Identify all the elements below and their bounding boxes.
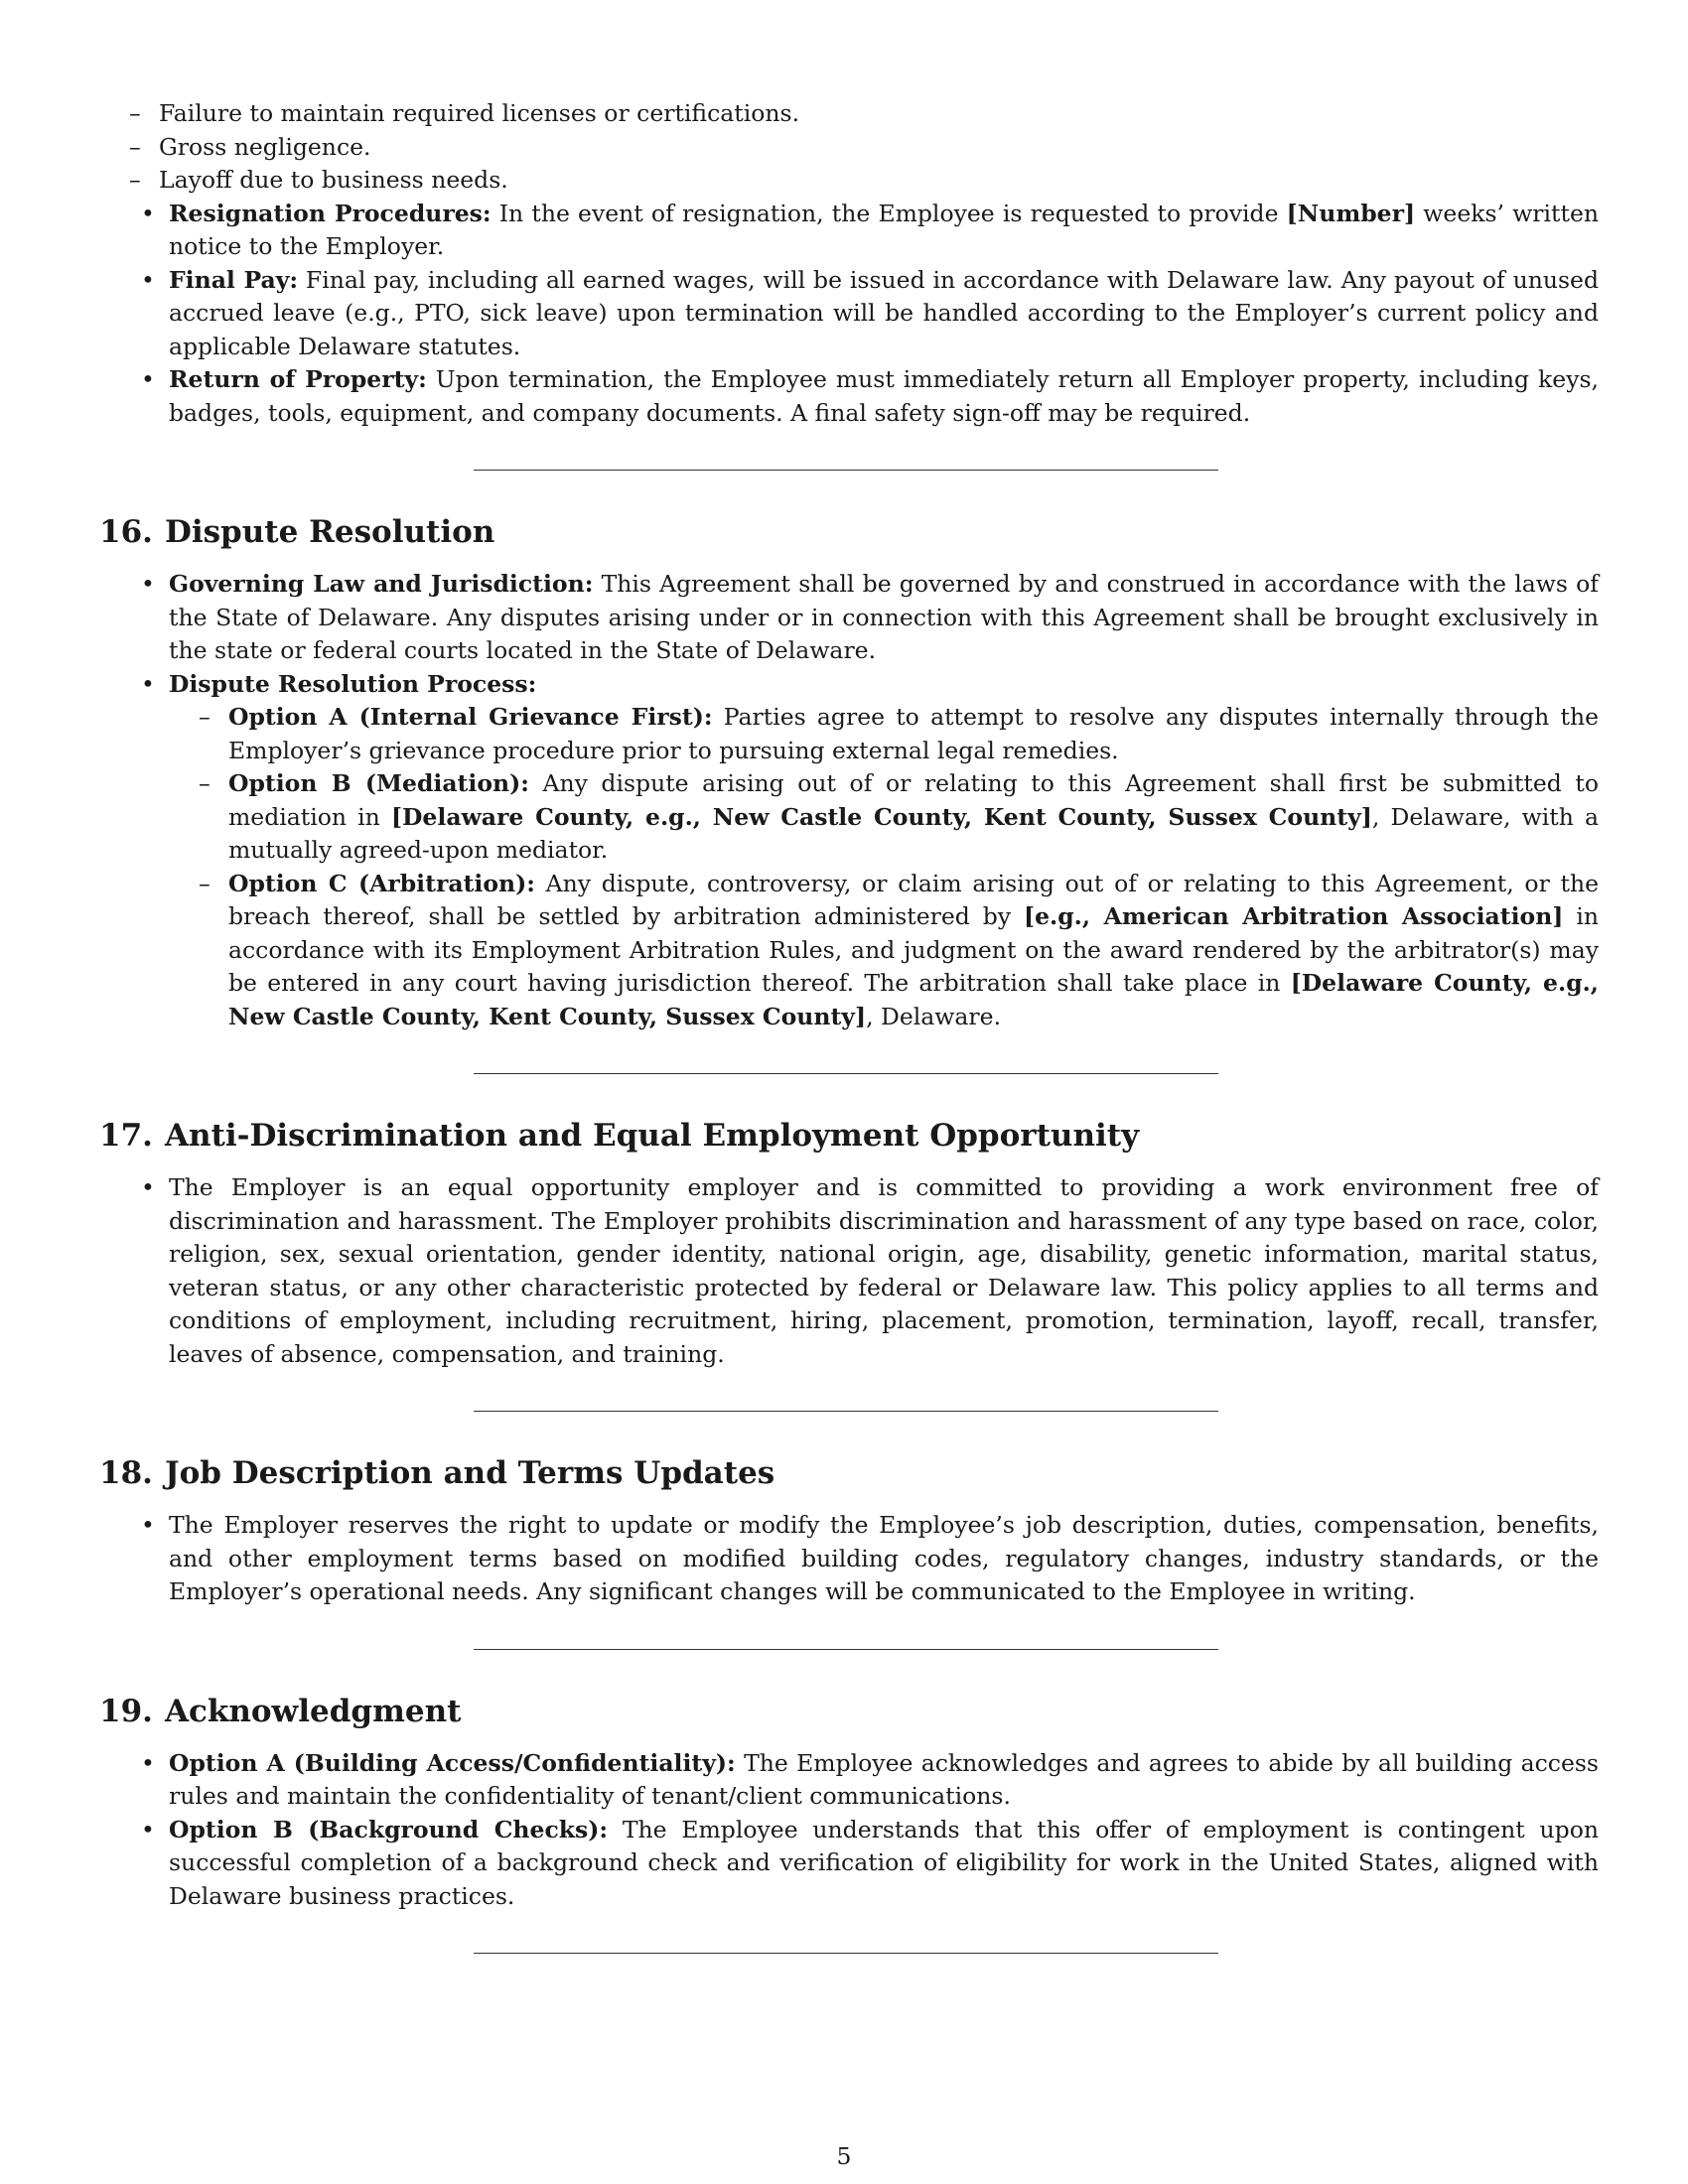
anti-discrimination-list [99,1171,1599,1371]
item-text: , Delaware, with a mutually agreed-upon mediator. [228,802,1599,864]
section-divider [474,1411,1218,1412]
option-b-item [99,767,1599,868]
section-divider [474,1073,1218,1074]
section-acknowledgment [99,1692,1599,1914]
section-number: 19. [99,1693,153,1729]
item-text: Parties agree to attempt to resolve any disputes internally through the Employer’s grievance procedure prior to pursuing external legal remedies. [228,703,1599,764]
acknowledgment-list [99,1747,1599,1914]
list-item [30,97,1599,131]
item-text: The Employer reserves the right to update or modify the Employee’s job description, duties, compensation, benefits, and other employment terms based on modified building codes, regulatory changes, industry standards, or the Employer’s operational needs. Any significant changes will be communicated to the Employee in writing. [169,1511,1599,1605]
list-item [30,164,1599,198]
item-label: Option B (Background Checks): [169,1815,609,1843]
resignation-item [99,198,1599,264]
section-heading [99,1116,1599,1156]
item-text: Upon termination, the Employee must immediately return all Employer property, including keys, badges, tools, equipment, and company documents. A final safety sign-off may be required. [169,365,1600,427]
item-text: This Agreement shall be governed by and construed in accordance with the laws of the State of Delaware. Any disputes arising under or in connection with this Agreement shall be brought exclusively in the state or federal courts located in the State of Delaware. [169,570,1599,664]
list-item-text: Failure to maintain required licenses or certifications. [159,99,800,127]
item-text: The Employee understands that this offer of employment is contingent upon successful completion of a background check and verification of eligibility for work in the United States, aligned with Delaware business practices. [169,1815,1599,1910]
background-check-item [99,1814,1599,1914]
option-a-item [99,701,1599,767]
section-heading [99,1692,1599,1731]
item-label: Dispute Resolution Process: [169,669,537,698]
item-text: In the event of resignation, the Employee is requested to provide [491,199,1287,227]
governing-law-item [99,568,1599,668]
section-divider [474,1649,1218,1650]
item-text: in accordance with its Employment Arbitration Rules, and judgment on the award rendered by the arbitrator(s) may be entered in any court having jurisdiction thereof. The arbitration shall take place in [228,902,1600,997]
list-item-text: Gross negligence. [159,132,371,161]
item-text: , Delaware. [866,1002,1002,1030]
section-number: 16. [99,514,153,550]
eeo-policy-item [99,1171,1599,1371]
return-property-item [99,363,1599,430]
terms-update-item [99,1509,1599,1609]
item-text: weeks’ written notice to the Employer. [169,199,1599,260]
item-label: Governing Law and Jurisdiction: [169,570,594,598]
section-title: Anti-Discrimination and Equal Employment Opportunity [164,1118,1140,1154]
dispute-options-list [169,701,1599,1033]
item-label: Option B (Mediation): [228,769,529,797]
section-number: 18. [99,1455,153,1491]
section-title: Acknowledgment [164,1693,462,1729]
item-text: The Employer is an equal opportunity employer and is committed to providing a work environment free of discrimination and harassment. The Employer prohibits discrimination and harassment of any type based on race, color, religion, sex, sexual orientation, gender identity, national origin, age, disability, genetic information, marital status, veteran status, or any other characteristic protected by federal or Delaware law. This policy applies to all terms and conditions of employment, including recruitment, hiring, placement, promotion, termination, layoff, recall, transfer, leaves of absence, compensation, and training. [169,1173,1599,1368]
item-label: Final Pay: [169,265,299,294]
placeholder-field: [Delaware County, e.g., New Castle County, Kent County, Sussex County] [390,802,1372,831]
section-heading [99,1453,1599,1493]
dispute-resolution-list [99,568,1599,1033]
building-access-item [99,1747,1599,1814]
placeholder-field: [Number] [1286,199,1416,227]
section-title: Job Description and Terms Updates [164,1455,775,1491]
item-label: Resignation Procedures: [169,199,492,227]
item-label: Option A (Internal Grievance First): [228,703,713,731]
page-content [99,97,1599,1954]
item-label: Option A (Building Access/Confidentiality): [169,1748,736,1777]
job-description-list [99,1509,1599,1609]
section-divider [474,470,1218,471]
final-pay-item [99,264,1599,364]
item-text: Final pay, including all earned wages, will be issued in accordance with Delaware law. Any payout of unused accrued leave (e.g., PTO, sick leave) upon termination will be handled according to the Employer’s current policy and applicable Delaware statutes. [169,265,1599,360]
section-heading [99,512,1599,552]
item-label: Option C (Arbitration): [228,869,535,897]
section-number: 17. [99,1118,153,1154]
page-number: 5 [836,2142,852,2170]
termination-reasons-list [99,97,1599,198]
section-title: Dispute Resolution [164,514,495,550]
item-text: Any dispute arising out of or relating to this Agreement shall first be submitted to mediation in [228,769,1599,831]
item-text: The Employee acknowledges and agrees to abide by all building access rules and maintain the confidentiality of tenant/client communications. [169,1748,1599,1810]
item-label: Return of Property: [169,365,427,393]
item-text: Any dispute, controversy, or claim arising out of or relating to this Agreement, or the breach thereof, shall be settled by arbitration administered by [228,869,1599,930]
section-dispute-resolution [99,512,1599,1033]
placeholder-field: [Delaware County, e.g., New Castle County, Kent County, Sussex County] [228,969,1599,1030]
list-item [30,131,1599,165]
option-c-item [99,868,1599,1034]
placeholder-field: [e.g., American Arbitration Association] [1023,902,1564,930]
section-divider [474,1953,1218,1954]
list-item-text: Layoff due to business needs. [159,166,508,194]
dispute-process-item [99,668,1599,1034]
termination-terms-list [99,198,1599,431]
section-job-description-updates [99,1453,1599,1609]
section-anti-discrimination [99,1116,1599,1371]
